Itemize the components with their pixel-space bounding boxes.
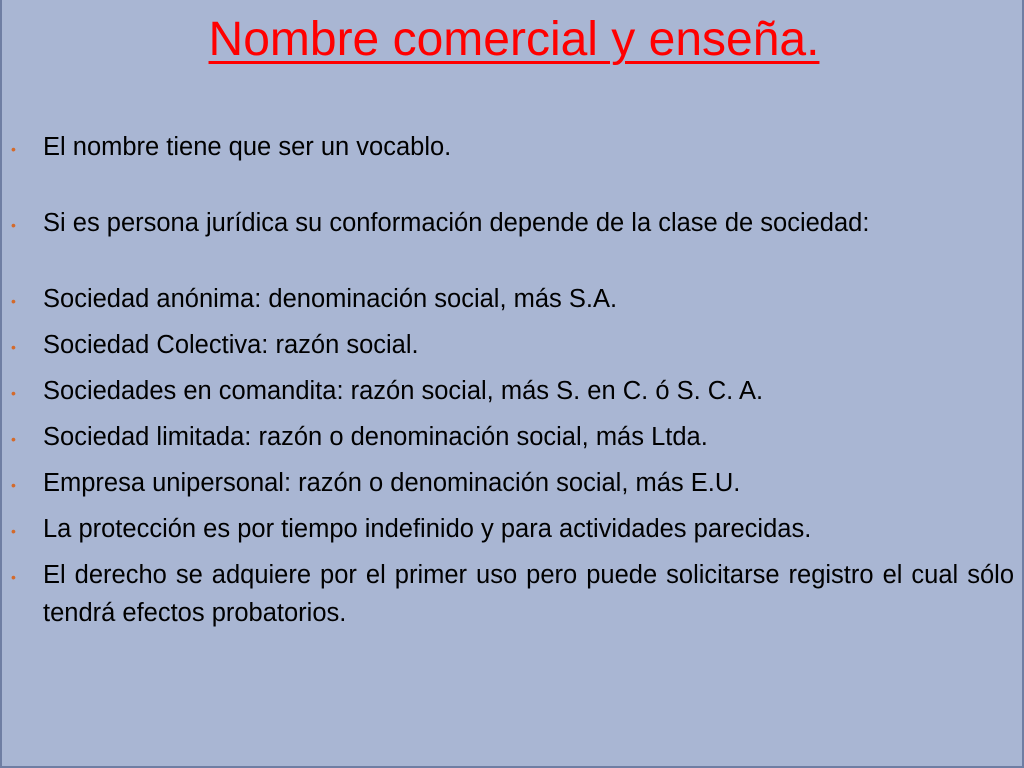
bullet-dot-icon: • (11, 217, 16, 233)
bullet-item (2, 280, 1024, 318)
bullet-text: La protección es por tiempo indefinido y para actividades parecidas. (43, 515, 812, 543)
bullet-dot-icon: • (11, 477, 16, 493)
bullet-text: Sociedad anónima: denominación social, más S.A. (43, 285, 618, 313)
bullet-item (2, 372, 1024, 410)
bullet-dot-icon: • (11, 385, 16, 401)
bullet-text: Sociedades en comandita: razón social, más S. en C. ó S. C. A. (43, 377, 764, 405)
bullet-item (2, 464, 1024, 502)
bullet-dot-icon: • (11, 523, 16, 539)
bullet-dot-icon: • (11, 569, 16, 585)
bullet-item (2, 510, 1024, 548)
bullet-text: Si es persona jurídica su conformación depende de la clase de sociedad: (43, 209, 870, 237)
slide-title: Nombre comercial y enseña. (208, 13, 820, 66)
bullet-item (2, 556, 1024, 632)
bullet-item (2, 204, 1024, 242)
bullet-item (2, 128, 1024, 166)
bullet-dot-icon: • (11, 293, 16, 309)
bullet-item (2, 326, 1024, 364)
bullet-item (2, 418, 1024, 456)
bullet-text: Sociedad Colectiva: razón social. (43, 331, 419, 359)
bullet-dot-icon: • (11, 141, 16, 157)
bullet-dot-icon: • (11, 339, 16, 355)
bullet-dot-icon: • (11, 431, 16, 447)
bullet-text: Sociedad limitada: razón o denominación social, más Ltda. (43, 423, 708, 451)
bullet-text: El nombre tiene que ser un vocablo. (43, 133, 452, 161)
bullet-text: El derecho se adquiere por el primer uso pero puede solicitarse registro el cual sólo tendrá efectos probatorios. (43, 561, 1014, 627)
bullet-text: Empresa unipersonal: razón o denominación social, más E.U. (43, 469, 741, 497)
bullet-list (2, 128, 1024, 632)
